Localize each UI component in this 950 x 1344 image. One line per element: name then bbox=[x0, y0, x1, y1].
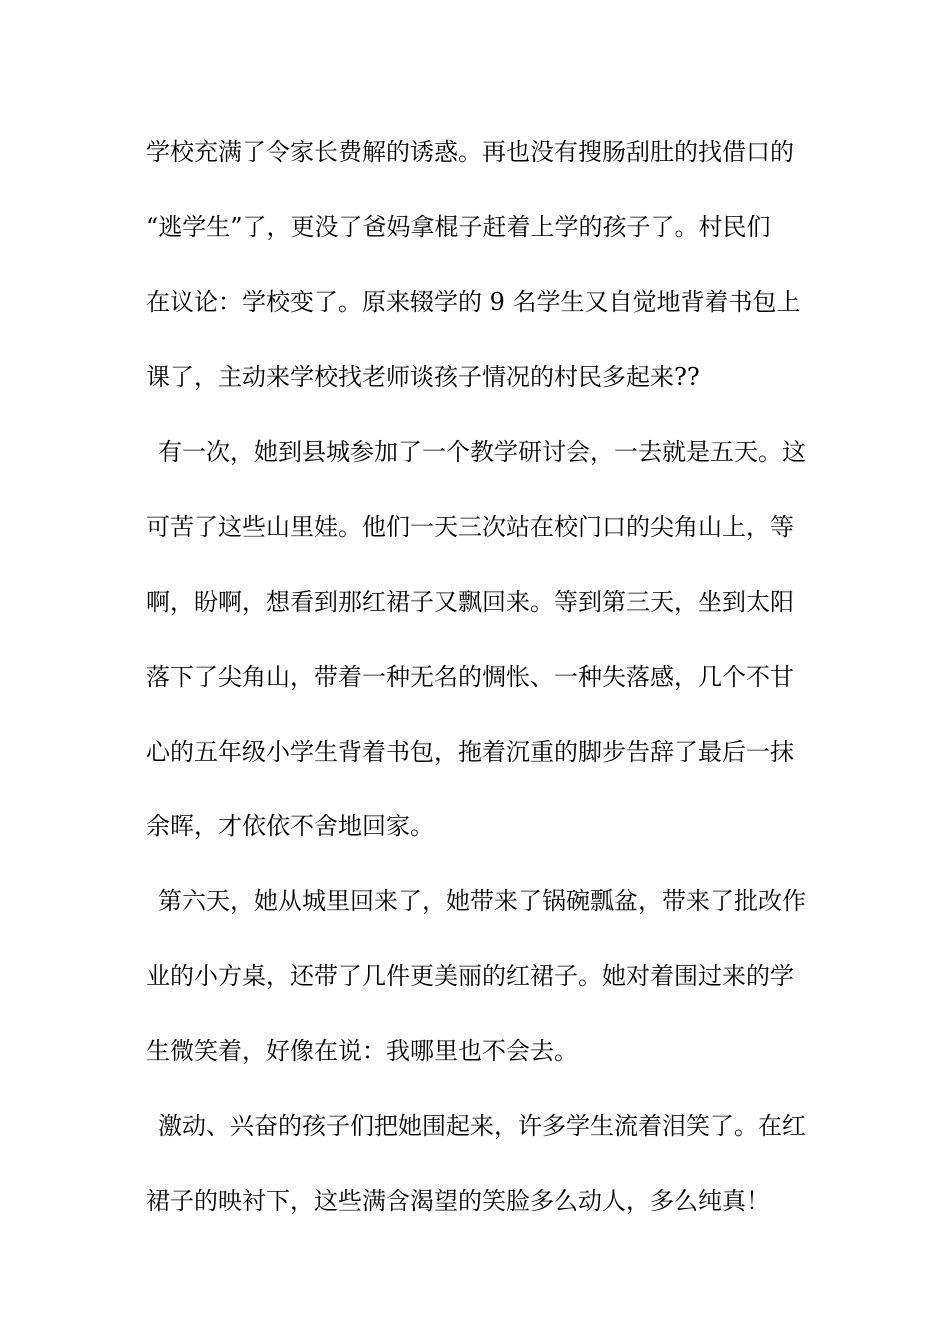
text-line: 余晖，才依依不舍地回家。 bbox=[146, 812, 434, 840]
paragraph-start-line: 第六天，她从城里回来了，她带来了锅碗瓢盆，带来了批改作 bbox=[158, 887, 806, 915]
text-line: 心的五年级小学生背着书包，拖着沉重的脚步告辞了最后一抹 bbox=[146, 738, 794, 766]
text-line: 学校充满了令家长费解的诱惑。再也没有搜肠刮肚的找借口的 bbox=[146, 138, 794, 166]
text-line: 裙子的映衬下，这些满含渴望的笑脸多么动人，多么纯真！ bbox=[146, 1187, 770, 1215]
text-line: “逃学生”了，更没了爸妈拿棍子赶着上学的孩子了。村民们 bbox=[146, 213, 771, 241]
text-line: 落下了尖角山，带着一种无名的惆怅、一种失落感，几个不甘 bbox=[146, 663, 794, 691]
text-line: 业的小方桌，还带了几件更美丽的红裙子。她对着围过来的学 bbox=[146, 962, 794, 990]
text-line: 可苦了这些山里娃。他们一天三次站在校门口的尖角山上，等 bbox=[146, 513, 794, 541]
text-line: 在议论：学校变了。原来辍学的 9 名学生又自觉地背着书包上 bbox=[146, 288, 801, 316]
text-line: 啊，盼啊，想看到那红裙子又飘回来。等到第三天，坐到太阳 bbox=[146, 588, 794, 616]
text-line: 课了，主动来学校找老师谈孩子情况的村民多起来?? bbox=[146, 363, 700, 391]
paragraph-start-line: 激动、兴奋的孩子们把她围起来，许多学生流着泪笑了。在红 bbox=[158, 1112, 806, 1140]
paragraph-start-line: 有一次，她到县城参加了一个教学研讨会，一去就是五天。这 bbox=[158, 438, 806, 466]
text-line: 生微笑着，好像在说：我哪里也不会去。 bbox=[146, 1037, 578, 1065]
